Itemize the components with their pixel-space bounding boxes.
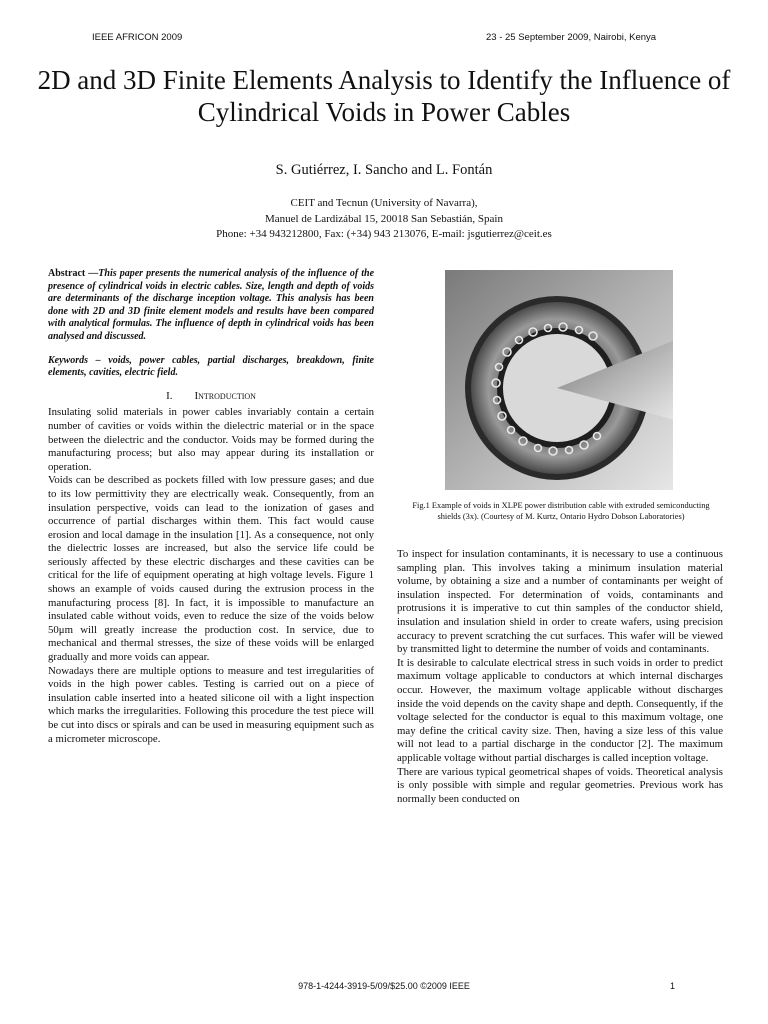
author-affiliation xyxy=(0,196,768,243)
abstract-text: This paper presents the numerical analysis of the influence of the presence of cylindrical voids in electric cables. Size, length and depth of voids are determinants of the discharge inception voltage. This analysis has been done with 2D and 3D finite element models and results have been compared with analytical formulas. The influence of depth in cylindrical voids has been analysed and discussed. xyxy=(48,268,375,342)
cable-voids-illustration xyxy=(445,270,673,490)
section-number: I. xyxy=(166,389,173,402)
section-heading xyxy=(48,390,374,404)
cable-cross-section-image xyxy=(445,270,673,490)
affiliation-line: Manuel de Lardizábal 15, 20018 San Sebastián, Spain xyxy=(265,212,503,225)
right-column xyxy=(397,548,723,806)
paper-authors: S. Gutiérrez, I. Sancho and L. Fontán xyxy=(275,162,493,178)
body-paragraph: There are various typical geometrical shapes of voids. Theoretical analysis is only possible with simple and regular geometries. Previous work has normally been conducted on xyxy=(397,765,723,805)
abstract xyxy=(48,268,374,344)
body-paragraph: Nowadays there are multiple options to measure and test irregularities of voids in the high power cables. Testing is carried out on a piece of insulation cable inserted into a heated silicone oil with a light inspection which marks the irregularities. Following this procedure the test piece will be cut into discs or spirals and can be used in measuring equipment such as a micrometer microscope. xyxy=(48,664,374,745)
conference-name: IEEE AFRICON 2009 xyxy=(92,32,183,43)
affiliation-line: CEIT and Tecnun (University of Navarra), xyxy=(290,197,478,209)
section-title: Introduction xyxy=(194,389,256,402)
conference-date-location: 23 - 25 September 2009, Nairobi, Kenya xyxy=(486,32,657,43)
keywords: Keywords – voids, power cables, partial discharges, breakdown, finite elements, cavities, electric field. xyxy=(48,354,374,379)
paper-title: 2D and 3D Finite Elements Analysis to Identify the Influence of Cylindrical Voids in Power Cables xyxy=(37,65,731,127)
copyright-footer: 978-1-4244-3919-5/09/$25.00 ©2009 IEEE xyxy=(298,981,470,991)
abstract-lead: Abstract — xyxy=(48,268,99,279)
body-paragraph: Insulating solid materials in power cables invariably contain a certain number of cavities or voids within the dielectric material or in the space between the dielectric and the conductor. Voids may be formed during the manufacturing process; but also may appear during its installation or operation. xyxy=(48,406,374,473)
left-column xyxy=(48,268,374,746)
affiliation-contact: Phone: +34 943212800, Fax: (+34) 943 213076, E-mail: jsgutierrez@ceit.es xyxy=(216,228,552,240)
body-paragraph: It is desirable to calculate electrical stress in such voids in order to predict maximum voltage applicable to conductors at which internal discharges occur. However, the maximum voltage applicable without discharges inside the void depends on the cavity shape and depth. Consequently, if the voltage selected for the conductor is equal to this maximum voltage, one may define the critical cavity size. Then, having a size less of this value will not lead to a partial discharge in the conductor [2]. The maximum applicable voltage without partial discharges is called inception voltage. xyxy=(397,656,723,764)
body-paragraph: To inspect for insulation contaminants, it is necessary to use a continuous sampling plan. This involves taking a minimum insulation material volume, by obtaining a size and a number of contaminants per weight of insulation inspected. For determination of voids, contaminants and protrusions it is imperative to cut thin samples of the conductor shield, insulation and insulation shield in order to create wafers, using precision accuracy to prevent scratching the cut surfaces. This wafer will be viewed by transmitted light to determine the number of voids and contaminants. xyxy=(397,548,723,656)
figure-caption: Fig.1 Example of voids in XLPE power distribution cable with extruded semiconducting shields (3x). (Courtesy of M. Kurtz, Ontario Hydro Dobson Laboratories) xyxy=(412,501,710,521)
page-number: 1 xyxy=(670,981,676,991)
body-paragraph: Voids can be described as pockets filled with low pressure gases; and due to its low permittivity they are electrically weak. Consequently, from an insulation perspective, voids can lead to the ionization of gases and occurrence of partial discharges within them. This fact would cause erosion and local damage in the insulation [1]. As a consequence, not only the dielectric losses are increased, but also the service life could be seriously affected by these electric discharges and these cavities can be critical for the life of equipment operating at high voltage levels. Figure 1 shows an example of voids caused during the extrusion process in the manufacturing process [8]. In fact, it is impossible to manufacture an insulated cable without voids, even to reduce the size of the voids below 50μm will greatly increase the production cost. In service, due to mechanical and thermal stresses, the size of these voids will be enlarged gradually and more voids can appear. xyxy=(48,474,374,664)
